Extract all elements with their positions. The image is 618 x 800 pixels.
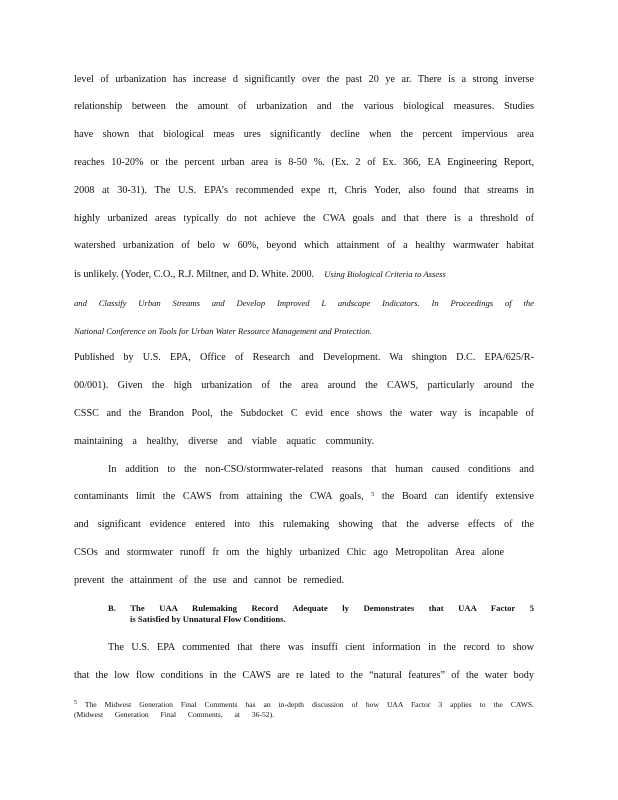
body-line: 00/001). Given the high urbanization of the area around the CAWS, particularly around the bbox=[74, 380, 534, 391]
footnote-ref: 5 bbox=[371, 492, 375, 498]
body-line: CSSC and the Brandon Pool, the Subdocket C evid ence shows the water way is incapable of bbox=[74, 408, 534, 419]
body-line: Published by U.S. EPA, Office of Research and Development. Wa shington D.C. EPA/625/R- bbox=[74, 352, 534, 363]
body-line: highly urbanized areas typically do not achieve the CWA goals and that there is a threshold of bbox=[74, 213, 534, 224]
footnote bbox=[74, 700, 534, 720]
body-line: CSOs and stormwater runoff fr om the highly urbanized Chic ago Metropolitan Area alone bbox=[74, 547, 504, 558]
citation-title: Using Biological Criteria to Assess bbox=[324, 269, 446, 279]
body-line: In addition to the non-CSO/stormwater-related reasons that human caused conditions and bbox=[108, 464, 534, 475]
footnote-marker: 5 bbox=[74, 700, 77, 706]
body-line: level of urbanization has increase d significantly over the past 20 ye ar. There is a strong inverse bbox=[74, 74, 534, 85]
body-line bbox=[74, 268, 534, 281]
body-line-text: the Board can identify extensive bbox=[381, 491, 534, 502]
citation-line: National Conference on Tools for Urban Water Resource Management and Protection. bbox=[74, 326, 372, 336]
body-line: have shown that biological meas ures significantly decline when the percent impervious area bbox=[74, 129, 534, 140]
body-line: relationship between the amount of urbanization and the various biological measures. Studies bbox=[74, 101, 534, 112]
footnote-line bbox=[74, 700, 534, 710]
body-line: watershed urbanization of belo w 60%, beyond which attainment of a healthy warmwater habitat bbox=[74, 240, 534, 251]
section-heading bbox=[108, 603, 534, 625]
body-line bbox=[74, 491, 534, 503]
footnote-line: (Midwest Generation Final Comments, at 36-52). bbox=[74, 710, 274, 719]
body-line: maintaining a healthy, diverse and viable aquatic community. bbox=[74, 436, 374, 447]
citation-line: and Classify Urban Streams and Develop Improved L andscape Indicators. In Proceedings of the bbox=[74, 298, 534, 308]
body-line: prevent the attainment of the use and cannot be remedied. bbox=[74, 575, 344, 586]
footnote-text: The Midwest Generation Final Comments has an in-depth discussion of how UAA Factor 3 applies to the CAWS. bbox=[84, 700, 534, 709]
body-line-text: is unlikely. (Yoder, C.O., R.J. Miltner, and D. White. 2000. bbox=[74, 269, 315, 280]
body-line: The U.S. EPA commented that there was insuffi cient information in the record to show bbox=[108, 642, 534, 653]
section-heading-line: B. The UAA Rulemaking Record Adequate ly Demonstrates that UAA Factor 5 bbox=[108, 603, 534, 613]
body-line: that the low flow conditions in the CAWS are re lated to the “natural features” of the water body bbox=[74, 670, 534, 681]
body-line: and significant evidence entered into this rulemaking showing that the adverse effects of the bbox=[74, 519, 534, 530]
section-heading-line: is Satisfied by Unnatural Flow Conditions. bbox=[130, 614, 286, 624]
body-line-text: contaminants limit the CAWS from attaining the CWA goals, bbox=[74, 491, 364, 502]
body-line: 2008 at 30-31). The U.S. EPA’s recommended expe rt, Chris Yoder, also found that streams in bbox=[74, 185, 534, 196]
body-line: reaches 10-20% or the percent urban area is 8-50 %. (Ex. 2 of Ex. 366, EA Engineering Report, bbox=[74, 157, 534, 168]
